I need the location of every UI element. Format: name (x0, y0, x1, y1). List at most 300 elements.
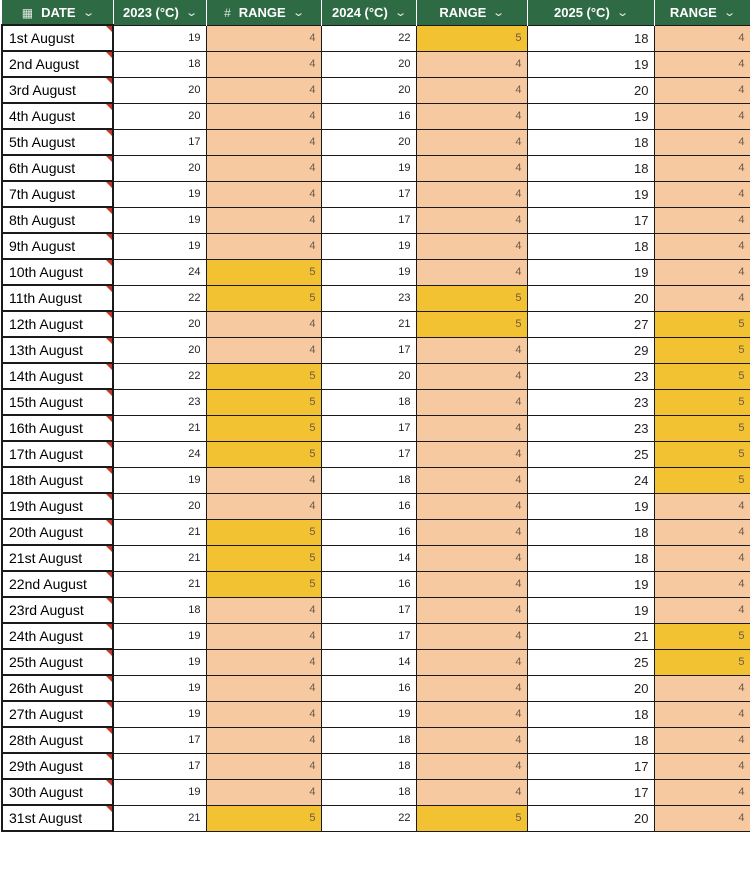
range-2025-cell[interactable] (654, 51, 750, 77)
range-2024-cell[interactable] (416, 467, 527, 493)
temp-2023-cell[interactable] (113, 311, 206, 337)
range-2024-cell[interactable] (416, 519, 527, 545)
range-2024-cell[interactable] (416, 779, 527, 805)
cell-value: 30th August (9, 784, 83, 800)
range-2023-cell[interactable] (206, 701, 321, 727)
date-cell[interactable] (2, 675, 113, 701)
range-2024-cell[interactable] (416, 545, 527, 571)
range-2025-cell[interactable] (654, 415, 750, 441)
temp-2023-cell[interactable] (113, 389, 206, 415)
range-2025-cell[interactable] (654, 623, 750, 649)
date-cell[interactable] (2, 181, 113, 207)
cell-value: 5 (309, 578, 316, 590)
range-2023-cell[interactable] (206, 207, 321, 233)
cell-value: 19 (188, 682, 201, 694)
table-row (2, 441, 750, 467)
temp-2025-cell[interactable] (527, 545, 654, 571)
temp-2023-cell[interactable] (113, 779, 206, 805)
temp-2025-cell[interactable] (527, 389, 654, 415)
range-2024-cell[interactable] (416, 285, 527, 311)
table-row (2, 753, 750, 779)
date-cell[interactable] (2, 571, 113, 597)
range-2025-cell[interactable] (654, 571, 750, 597)
range-2023-cell[interactable] (206, 597, 321, 623)
range-2025-cell[interactable] (654, 259, 750, 285)
range-2023-cell[interactable] (206, 545, 321, 571)
column-header-2024[interactable]: 2024 (°C) ⌄ (321, 0, 416, 25)
range-2023-cell[interactable] (206, 51, 321, 77)
chevron-down-icon[interactable]: ⌄ (492, 7, 506, 20)
cell-value: 4 (738, 734, 745, 746)
temp-2023-cell[interactable] (113, 103, 206, 129)
date-cell[interactable] (2, 285, 113, 311)
range-2025-cell[interactable] (654, 545, 750, 571)
temp-2025-cell[interactable] (527, 597, 654, 623)
temp-2025-cell[interactable] (527, 493, 654, 519)
temp-2023-cell[interactable] (113, 675, 206, 701)
temp-2023-cell[interactable] (113, 259, 206, 285)
range-2024-cell[interactable] (416, 181, 527, 207)
cell-value: 18 (398, 786, 411, 798)
date-cell[interactable] (2, 493, 113, 519)
range-2024-cell[interactable] (416, 77, 527, 103)
range-2024-cell[interactable] (416, 727, 527, 753)
temp-2024-cell[interactable] (321, 519, 416, 545)
range-2023-cell[interactable] (206, 337, 321, 363)
temp-2025-cell[interactable] (527, 311, 654, 337)
range-2023-cell[interactable] (206, 25, 321, 51)
temp-2025-cell[interactable] (527, 779, 654, 805)
temp-2024-cell[interactable] (321, 155, 416, 181)
table-row (2, 337, 750, 363)
temp-2024-cell[interactable] (321, 129, 416, 155)
temp-2023-cell[interactable] (113, 155, 206, 181)
range-2023-cell[interactable] (206, 259, 321, 285)
column-header-range-2025[interactable]: RANGE ⌄ (654, 0, 750, 25)
cell-value: 4 (309, 500, 316, 512)
temp-2024-cell[interactable] (321, 207, 416, 233)
temp-2024-cell[interactable] (321, 25, 416, 51)
range-2024-cell[interactable] (416, 337, 527, 363)
column-header-date[interactable]: ▦ DATE ⌄ (2, 0, 113, 25)
cell-value: 4 (515, 656, 522, 668)
cell-value: 4 (738, 110, 745, 122)
column-header-range-2024[interactable]: RANGE ⌄ (416, 0, 527, 25)
range-2025-cell[interactable] (654, 805, 750, 831)
range-2023-cell[interactable] (206, 805, 321, 831)
temp-2024-cell[interactable] (321, 389, 416, 415)
temp-2024-cell[interactable] (321, 181, 416, 207)
cell-value: 17 (398, 630, 411, 642)
temp-2023-cell[interactable] (113, 597, 206, 623)
temp-2024-cell[interactable] (321, 727, 416, 753)
cell-value: 23 (634, 394, 649, 410)
cell-value: 4 (515, 786, 522, 798)
cell-value: 4 (515, 578, 522, 590)
range-2023-cell[interactable] (206, 129, 321, 155)
temp-2025-cell[interactable] (527, 519, 654, 545)
cell-value: 4 (515, 760, 522, 772)
cell-value: 5 (309, 266, 316, 278)
temp-2023-cell[interactable] (113, 545, 206, 571)
temp-2025-cell[interactable] (527, 233, 654, 259)
temp-2023-cell[interactable] (113, 805, 206, 831)
cell-value: 18 (398, 734, 411, 746)
date-cell[interactable] (2, 129, 113, 155)
range-2024-cell[interactable] (416, 311, 527, 337)
range-2023-cell[interactable] (206, 441, 321, 467)
date-cell[interactable] (2, 389, 113, 415)
temp-2023-cell[interactable] (113, 623, 206, 649)
range-2025-cell[interactable] (654, 181, 750, 207)
range-2024-cell[interactable] (416, 753, 527, 779)
temp-2025-cell[interactable] (527, 259, 654, 285)
range-2024-cell[interactable] (416, 207, 527, 233)
temp-2025-cell[interactable] (527, 181, 654, 207)
cell-value: 4 (515, 552, 522, 564)
table-row (2, 77, 750, 103)
temp-2025-cell[interactable] (527, 753, 654, 779)
date-cell[interactable] (2, 597, 113, 623)
range-2024-cell[interactable] (416, 623, 527, 649)
temp-2024-cell[interactable] (321, 103, 416, 129)
temp-2023-cell[interactable] (113, 77, 206, 103)
range-2023-cell[interactable] (206, 285, 321, 311)
temp-2024-cell[interactable] (321, 753, 416, 779)
date-cell[interactable] (2, 727, 113, 753)
range-2023-cell[interactable] (206, 103, 321, 129)
temp-2025-cell[interactable] (527, 805, 654, 831)
temp-2025-cell[interactable] (527, 441, 654, 467)
cell-value: 5 (738, 370, 745, 382)
cell-value: 4 (738, 812, 745, 824)
cell-value: 15th August (9, 394, 83, 410)
temp-2025-cell[interactable] (527, 649, 654, 675)
note-marker-icon (106, 442, 112, 448)
range-2025-cell[interactable] (654, 337, 750, 363)
note-marker-icon (106, 208, 112, 214)
cell-value: 4 (738, 292, 745, 304)
date-cell[interactable] (2, 259, 113, 285)
range-2025-cell[interactable] (654, 155, 750, 181)
temp-2024-cell[interactable] (321, 467, 416, 493)
range-2023-cell[interactable] (206, 155, 321, 181)
range-2023-cell[interactable] (206, 623, 321, 649)
temp-2025-cell[interactable] (527, 337, 654, 363)
range-2025-cell[interactable] (654, 701, 750, 727)
date-cell[interactable] (2, 415, 113, 441)
temp-2024-cell[interactable] (321, 701, 416, 727)
cell-value: 4 (309, 32, 316, 44)
range-2025-cell[interactable] (654, 207, 750, 233)
temp-2025-cell[interactable] (527, 675, 654, 701)
temp-2025-cell[interactable] (527, 155, 654, 181)
temp-2024-cell[interactable] (321, 285, 416, 311)
temp-2023-cell[interactable] (113, 363, 206, 389)
range-2025-cell[interactable] (654, 753, 750, 779)
date-cell[interactable] (2, 51, 113, 77)
temp-2023-cell[interactable] (113, 129, 206, 155)
range-2023-cell[interactable] (206, 779, 321, 805)
cell-value: 4 (738, 84, 745, 96)
date-cell[interactable] (2, 701, 113, 727)
range-2024-cell[interactable] (416, 233, 527, 259)
range-2024-cell[interactable] (416, 675, 527, 701)
date-cell[interactable] (2, 207, 113, 233)
temp-2024-cell[interactable] (321, 675, 416, 701)
date-cell[interactable] (2, 25, 113, 51)
range-2025-cell[interactable] (654, 103, 750, 129)
note-marker-icon (106, 26, 112, 32)
range-2023-cell[interactable] (206, 363, 321, 389)
range-2023-cell[interactable] (206, 727, 321, 753)
note-marker-icon (106, 364, 112, 370)
chevron-down-icon[interactable]: ⌄ (723, 7, 736, 20)
range-2024-cell[interactable] (416, 805, 527, 831)
range-2023-cell[interactable] (206, 181, 321, 207)
date-cell[interactable] (2, 779, 113, 805)
cell-value: 20 (188, 500, 201, 512)
temp-2025-cell[interactable] (527, 77, 654, 103)
cell-value: 4 (738, 708, 745, 720)
column-header-2023[interactable]: 2023 (°C) ⌄ (113, 0, 206, 25)
range-2024-cell[interactable] (416, 493, 527, 519)
temp-2023-cell[interactable] (113, 571, 206, 597)
cell-value: 5 (309, 370, 316, 382)
date-cell[interactable] (2, 545, 113, 571)
date-cell[interactable] (2, 77, 113, 103)
temp-2025-cell[interactable] (527, 51, 654, 77)
range-2024-cell[interactable] (416, 597, 527, 623)
cell-value: 17 (398, 214, 411, 226)
range-2025-cell[interactable] (654, 311, 750, 337)
cell-value: 5 (309, 396, 316, 408)
cell-value: 17 (398, 448, 411, 460)
cell-value: 4 (515, 734, 522, 746)
temp-2023-cell[interactable] (113, 207, 206, 233)
cell-value: 4 (515, 708, 522, 720)
cell-value: 17 (398, 422, 411, 434)
chevron-down-icon[interactable]: ⌄ (291, 7, 305, 20)
cell-value: 19 (188, 630, 201, 642)
temp-2024-cell[interactable] (321, 805, 416, 831)
temp-2025-cell[interactable] (527, 727, 654, 753)
cell-value: 23 (188, 396, 201, 408)
temp-2023-cell[interactable] (113, 181, 206, 207)
date-cell[interactable] (2, 649, 113, 675)
temp-2024-cell[interactable] (321, 311, 416, 337)
temp-2024-cell[interactable] (321, 233, 416, 259)
cell-value: 4 (515, 396, 522, 408)
date-cell[interactable] (2, 519, 113, 545)
temp-2023-cell[interactable] (113, 467, 206, 493)
temp-2024-cell[interactable] (321, 597, 416, 623)
range-2024-cell[interactable] (416, 389, 527, 415)
range-2024-cell[interactable] (416, 51, 527, 77)
cell-value: 4 (738, 760, 745, 772)
date-cell[interactable] (2, 311, 113, 337)
cell-value: 4 (515, 682, 522, 694)
cell-value: 5 (738, 318, 745, 330)
temp-2025-cell[interactable] (527, 363, 654, 389)
temp-2023-cell[interactable] (113, 753, 206, 779)
cell-value: 4 (309, 188, 316, 200)
range-2024-cell[interactable] (416, 415, 527, 441)
temp-2025-cell[interactable] (527, 207, 654, 233)
range-2025-cell[interactable] (654, 25, 750, 51)
temp-2024-cell[interactable] (321, 415, 416, 441)
column-header-range-2023[interactable]: # RANGE ⌄ (206, 0, 321, 25)
chevron-down-icon[interactable]: ⌄ (184, 7, 198, 20)
cell-value: 2nd August (9, 56, 80, 72)
date-cell[interactable] (2, 467, 113, 493)
cell-value: 4 (515, 240, 522, 252)
range-2025-cell[interactable] (654, 779, 750, 805)
date-cell[interactable] (2, 363, 113, 389)
range-2025-cell[interactable] (654, 727, 750, 753)
cell-value: 4 (309, 110, 316, 122)
range-2025-cell[interactable] (654, 519, 750, 545)
temp-2024-cell[interactable] (321, 77, 416, 103)
range-2024-cell[interactable] (416, 363, 527, 389)
date-cell[interactable] (2, 155, 113, 181)
range-2025-cell[interactable] (654, 597, 750, 623)
temp-2023-cell[interactable] (113, 649, 206, 675)
date-cell[interactable] (2, 337, 113, 363)
range-2024-cell[interactable] (416, 25, 527, 51)
temp-2025-cell[interactable] (527, 623, 654, 649)
cell-value: 4 (738, 32, 745, 44)
range-2025-cell[interactable] (654, 493, 750, 519)
temp-2023-cell[interactable] (113, 337, 206, 363)
temp-2025-cell[interactable] (527, 571, 654, 597)
range-2024-cell[interactable] (416, 441, 527, 467)
range-2025-cell[interactable] (654, 467, 750, 493)
date-cell[interactable] (2, 233, 113, 259)
cell-value: 4 (309, 708, 316, 720)
range-2024-cell[interactable] (416, 701, 527, 727)
temp-2024-cell[interactable] (321, 51, 416, 77)
temp-2024-cell[interactable] (321, 649, 416, 675)
temp-2025-cell[interactable] (527, 285, 654, 311)
temp-2025-cell[interactable] (527, 467, 654, 493)
temp-2024-cell[interactable] (321, 259, 416, 285)
chevron-down-icon[interactable]: ⌄ (615, 7, 629, 20)
cell-value: 18 (398, 474, 411, 486)
table-row (2, 467, 750, 493)
cell-value: 4 (738, 188, 745, 200)
column-header-2025[interactable]: 2025 (°C) ⌄ (527, 0, 654, 25)
range-2025-cell[interactable] (654, 77, 750, 103)
table-row (2, 571, 750, 597)
range-2023-cell[interactable] (206, 415, 321, 441)
cell-value: 4 (515, 266, 522, 278)
temp-2025-cell[interactable] (527, 129, 654, 155)
temp-2023-cell[interactable] (113, 285, 206, 311)
range-2023-cell[interactable] (206, 649, 321, 675)
temp-2024-cell[interactable] (321, 545, 416, 571)
range-2023-cell[interactable] (206, 571, 321, 597)
range-2024-cell[interactable] (416, 103, 527, 129)
chevron-down-icon[interactable]: ⌄ (393, 7, 407, 20)
date-cell[interactable] (2, 805, 113, 831)
note-marker-icon (106, 234, 112, 240)
range-2024-cell[interactable] (416, 259, 527, 285)
range-2023-cell[interactable] (206, 753, 321, 779)
temp-2023-cell[interactable] (113, 519, 206, 545)
temp-2023-cell[interactable] (113, 51, 206, 77)
range-2024-cell[interactable] (416, 155, 527, 181)
temp-2023-cell[interactable] (113, 441, 206, 467)
cell-value: 5 (515, 32, 522, 44)
range-2025-cell[interactable] (654, 129, 750, 155)
range-2023-cell[interactable] (206, 493, 321, 519)
cell-value: 25 (634, 654, 649, 670)
temp-2023-cell[interactable] (113, 493, 206, 519)
temp-2025-cell[interactable] (527, 415, 654, 441)
cell-value: 4 (738, 136, 745, 148)
range-2025-cell[interactable] (654, 285, 750, 311)
temp-2023-cell[interactable] (113, 701, 206, 727)
range-2023-cell[interactable] (206, 675, 321, 701)
temp-2024-cell[interactable] (321, 623, 416, 649)
temp-2025-cell[interactable] (527, 103, 654, 129)
cell-value: 7th August (9, 186, 76, 202)
temp-2023-cell[interactable] (113, 233, 206, 259)
range-2024-cell[interactable] (416, 571, 527, 597)
cell-value: 17 (188, 136, 201, 148)
range-2025-cell[interactable] (654, 389, 750, 415)
cell-value: 22 (398, 32, 411, 44)
temp-2023-cell[interactable] (113, 415, 206, 441)
temp-2024-cell[interactable] (321, 571, 416, 597)
temp-2024-cell[interactable] (321, 493, 416, 519)
temp-2025-cell[interactable] (527, 701, 654, 727)
range-2025-cell[interactable] (654, 233, 750, 259)
temp-2024-cell[interactable] (321, 441, 416, 467)
date-cell[interactable] (2, 441, 113, 467)
range-2023-cell[interactable] (206, 233, 321, 259)
range-2024-cell[interactable] (416, 129, 527, 155)
range-2025-cell[interactable] (654, 649, 750, 675)
range-2025-cell[interactable] (654, 675, 750, 701)
range-2023-cell[interactable] (206, 311, 321, 337)
cell-value: 18 (634, 238, 649, 254)
cell-value: 25th August (9, 654, 83, 670)
range-2023-cell[interactable] (206, 77, 321, 103)
cell-value: 4 (309, 656, 316, 668)
cell-value: 5 (738, 474, 745, 486)
temp-2024-cell[interactable] (321, 363, 416, 389)
range-2025-cell[interactable] (654, 441, 750, 467)
temp-2023-cell[interactable] (113, 25, 206, 51)
temp-2024-cell[interactable] (321, 779, 416, 805)
cell-value: 8th August (9, 212, 76, 228)
date-cell[interactable] (2, 753, 113, 779)
range-2023-cell[interactable] (206, 519, 321, 545)
range-2023-cell[interactable] (206, 467, 321, 493)
range-2025-cell[interactable] (654, 363, 750, 389)
date-cell[interactable] (2, 103, 113, 129)
temp-2024-cell[interactable] (321, 337, 416, 363)
chevron-down-icon[interactable]: ⌄ (81, 7, 95, 20)
cell-value: 20 (398, 370, 411, 382)
date-cell[interactable] (2, 623, 113, 649)
temp-2025-cell[interactable] (527, 25, 654, 51)
range-2024-cell[interactable] (416, 649, 527, 675)
temp-2023-cell[interactable] (113, 727, 206, 753)
range-2023-cell[interactable] (206, 389, 321, 415)
